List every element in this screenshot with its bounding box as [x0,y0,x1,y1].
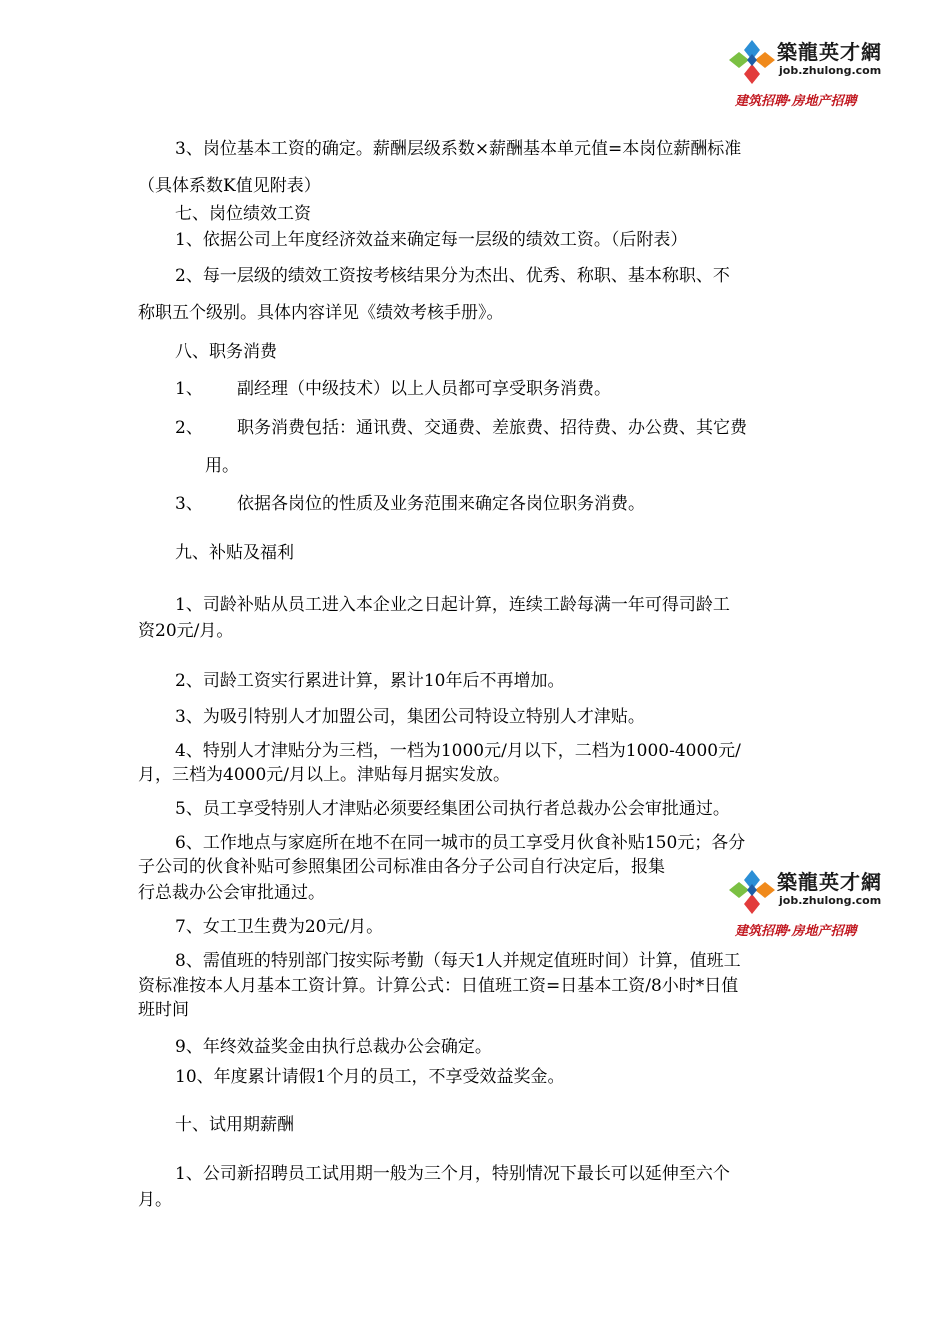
text-line: 6、工作地点与家庭所在地不在同一城市的员工享受月伙食补贴150元；各分 [175,833,746,853]
text-line: 依据各岗位的性质及业务范围来确定各岗位职务消费。 [237,494,645,514]
text-line: 9、年终效益奖金由执行总裁办公会确定。 [175,1037,492,1057]
list-number: 2、 [175,418,203,438]
text-line: 资20元/月。 [138,621,234,641]
text-line: 3、为吸引特别人才加盟公司，集团公司特设立特别人才津贴。 [175,707,645,727]
text-line: 行总裁办公会审批通过。 [138,883,325,903]
diamond-logo-icon [727,38,777,88]
text-line: 10、年度累计请假1个月的员工，不享受效益奖金。 [175,1067,565,1087]
text-line: 4、特别人才津贴分为三档，一档为1000元/月以下，二档为1000-4000元/ [175,741,741,761]
logo-url: job.zhulong.com [779,64,882,77]
section-heading: 九、补贴及福利 [175,543,294,563]
list-number: 1、 [175,379,203,399]
text-line: 职务消费包括：通讯费、交通费、差旅费、招待费、办公费、其它费 [237,418,747,438]
text-line: 5、员工享受特别人才津贴必须要经集团公司执行者总裁办公会审批通过。 [175,799,730,819]
text-line: 1、司龄补贴从员工进入本企业之日起计算，连续工龄每满一年可得司龄工 [175,595,730,615]
text-line: 1、公司新招聘员工试用期一般为三个月，特别情况下最长可以延伸至六个 [175,1164,730,1184]
text-line: 1、依据公司上年度经济效益来确定每一层级的绩效工资。（后附表） [175,230,688,250]
logo-slogan: 建筑招聘·房地产招聘 [735,94,857,109]
section-heading: 十、试用期薪酬 [175,1115,294,1135]
text-line: 班时间 [138,1000,189,1020]
text-line: 7、女工卫生费为20元/月。 [175,917,384,937]
logo-name: 築龍英才網 [777,870,882,894]
text-line: 用。 [205,456,239,476]
text-line: 2、每一层级的绩效工资按考核结果分为杰出、优秀、称职、基本称职、不 [175,266,730,286]
logo-url: job.zhulong.com [779,894,882,907]
logo-name: 築龍英才網 [777,40,882,64]
text-line: 2、司龄工资实行累进计算，累计10年后不再增加。 [175,671,565,691]
list-number: 3、 [175,494,203,514]
text-line: 副经理（中级技术）以上人员都可享受职务消费。 [237,379,611,399]
text-line: 资标准按本人月基本工资计算。计算公式：日值班工资=日基本工资/8小时*日值 [138,976,739,996]
section-heading: 七、岗位绩效工资 [175,204,311,224]
logo-slogan: 建筑招聘·房地产招聘 [735,924,857,939]
zhulong-logo-middle [727,862,887,942]
text-line: 月。 [138,1190,172,1210]
section-heading: 八、职务消费 [175,342,277,362]
zhulong-logo-top [727,32,887,112]
text-line: 称职五个级别。具体内容详见《绩效考核手册》。 [138,303,504,323]
text-line: 3、岗位基本工资的确定。薪酬层级系数×薪酬基本单元值=本岗位薪酬标准 [175,139,742,159]
text-line: 月，三档为4000元/月以上。津贴每月据实发放。 [138,765,510,785]
text-line: 子公司的伙食补贴可参照集团公司标准由各分子公司自行决定后，报集 [138,857,665,877]
text-line: 8、需值班的特别部门按实际考勤（每天1人并规定值班时间）计算，值班工 [175,951,741,971]
diamond-logo-icon [727,868,777,918]
text-line: （具体系数K值见附表） [138,176,321,196]
